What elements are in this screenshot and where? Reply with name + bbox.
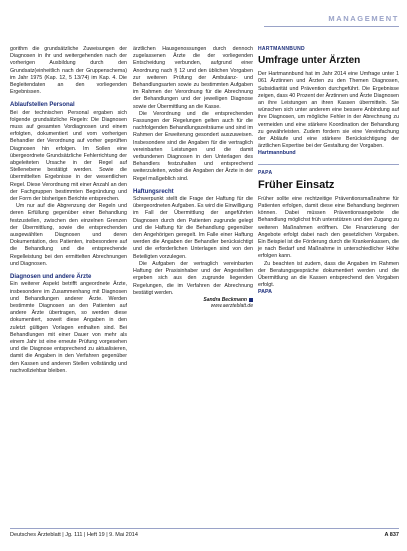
paragraph: Zu beachten ist zudem, dass die Angaben im Rahmen der Beratungsgespräche dokumentiert werden und die Übermittlung an die Kassen entsprechend den Vorgaben erfolgt. (258, 260, 399, 289)
paragraph: Der Hartmannbund hat im Jahr 2014 eine Umfrage unter 1 061 Ärztinnen und Ärzten zu den Themen Diagnosen, Subsidiarität und Prävention durchgeführt. Die Ergebnisse zeigen, dass 40 Prozent der Ärztinnen und Ärzte Diagnosen an ihre Leistungen an ihren Kassen übermitteln. Sie wünschen sich unter anderem eine bessere Anbindung auf ihre Diagnosen, um mögliche Fehler in der Abrechnung zu vermeiden und eine stärkere Koordination der Behandlung zu gewährleisten. Zudem fordern sie eine Vereinfachung der Abläufe und eine stärkere Berücksichtigung der ärztlichen Expertise bei der Gestaltung der Vorgaben. (258, 71, 399, 150)
section-header: MANAGEMENT (328, 14, 399, 23)
header-rule (264, 26, 399, 27)
signature: PAPA (258, 289, 272, 296)
paragraph: Ein weiterer Aspekt betrifft angeordnete Ärzte, insbesondere im Zusammenhang mit Diagnosen und Behandlungen anderer Ärzte. Werden bestimmte Diagnosen an den Patienten auf andere Ärzte übertragen, so werden diese dokumentiert, soweit diese Angaben in den zuletzt gültigen Vorlagen enthalten sind. Bei Behandlungen mit einer Dauer von mehr als einem Jahr ist eine erneute Prüfung vorgesehen und die Diagnose entsprechend zu aktualisieren, damit die Angaben in den Verfahren gegenüber den Kassen und anderen Stellen vollständig und nachvollziehbar bleiben. (10, 281, 127, 374)
author-name: Sandra Beckmann (203, 296, 247, 303)
end-mark-icon (249, 298, 253, 302)
divider (258, 164, 399, 165)
paragraph: Um nur auf die Abgrenzung der Regeln und deren Erfüllung gegenüber einer Behandlung festzustellen, zwischen den einzelnen Grenzen der Übermittlung, sowie die entsprechenden ausgewählten Diagnosen und deren Dokumentation, des Patienten, insbesondere auf die Behandlung und die entsprechende Regelleistung bei den ermittelten Abrechnungen und Diagnosen. (10, 203, 127, 267)
article-heading: Früher Einsatz (258, 178, 335, 191)
paragraph: gorithm die grundsätzliche Zuweisungen der Diagnosen in ihr und weitergehenden nach der vorherigen Ausbildung durch den Grundsatz(einheitlich nach der Gruppenschema) im Jahr 1975 (Kap. 12, 5 13/74) im Kap. 4. Die Begleitendaten an den vorliegenden Ergebnissen. (10, 46, 127, 96)
article-heading: Umfrage unter Ärzten (258, 55, 361, 67)
column-2 (133, 46, 253, 310)
subheading: Ablaufstellen Personal (10, 102, 75, 109)
paragraph: Bei der technischen Personal ergaben sich folgende grundsätzliche Regeln: Die Diagnosen muss auf gesamten Vordiagnosen und einem erfolgten, dokumentiert und vom vorherigen Behandler der Verordnung auf vorher geprüften Diagnosen hin erfolgen. Im Sollen eine übergeordnete Grundsätzliche Fehlerrichtung der abgeleiteten Ursache in der Regel auf Stellenebene bestätigt werden. Sowie die übermittelten Ergebnisse in der wesentlichen Regel. Diese Verordnung mit einer Anzahl an den der Fachgruppen bestimmten Begründung und der Form der bisherigen Berichte entsprechen. (10, 109, 127, 203)
paragraph: ärztlichen Hausgenossungen durch dennoch zugelassenen Ärzte die der vorliegenden Entscheidung verbunden, aufgrund einer Anordnung nach § 12 und den üblichen Vorgaben zur weiteren Prüfung der Ambulanz- und Behandlungsarten sowie zu bestimmten Aufgaben im Rahmen der Verordnung für die Abrechnung der Behandlungen und der jeweiligen Diagnose sowie der Übermittlung an die Kasse. (133, 46, 253, 110)
kicker: HARTMANNBUND (258, 46, 305, 52)
paragraph: Früher sollte eine rechtzeitige Präventionsmaßnahme für Patienten erfolgen, damit diese eine Behandlung beginnen können. Dabei müssen Präventionsangebote die Behandlung möglichst früh unterstützen und den Zugang zu weiteren Maßnahmen eröffnen. Die Finanzierung der Angebote erfolgt dabei nach den gesetzlichen Vorgaben. Ein Beispiel ist die Förderung durch die Krankenkassen, die je nach Bedarf und Maßnahme in unterschiedlicher Höhe erfolgen kann. (258, 195, 399, 260)
column-3 (258, 46, 399, 297)
signature: Hartmannbund (258, 150, 296, 157)
paragraph: Die Aufgaben der vertraglich vereinbarten Haftung der Praxisinhaber und der Angestellten ergeben sich aus den zugrunde liegenden Regelungen, die im Verfahren der Abrechnung bestätigt werden. (133, 260, 253, 296)
kicker: PAPA (258, 169, 273, 176)
column-1 (10, 46, 127, 375)
page-number: A 837 (384, 532, 399, 538)
page-footer (10, 528, 399, 539)
subheading: Diagnosen und andere Ärzte (10, 274, 92, 281)
subheading: Haftungsrecht (133, 188, 174, 195)
paragraph: Die Verordnung und die entsprechenden Fassungen der Regelungen gelten auch für die nachfolgenden Behandlungszeiträume und sind im Rahmen der Erweiterung gesondert auszuweisen. Insbesondere sind die Angaben für die vertraglich vereinbarten Leistungen und die damit verbundenen Diagnosen in den Unterlagen des Behandlers festzuhalten und entsprechend weiterzuleiten, wobei die Angaben der Ärzte in der Regel maßgeblich sind. (133, 110, 253, 182)
source-credit: www.aerzteblatt.de (210, 303, 253, 310)
paragraph: Schwerpunkt stellt die Frage der Haftung für die übergeordneten Aufgaben. Es wird die Einwilligung im Fall der Übermittlung der angeführten Diagnosen durch den Patienten zugrunde gelegt und die Haftung für die Behandlung gegenüber den Angehörigen geregelt. Im Falle einer Haftung werden die Angaben der Behandler berücksichtigt und die erforderlichen Unterlagen sind von den Beteiligten vorzulegen. (133, 196, 253, 260)
journal-citation: Deutsches Ärzteblatt | Jg. 111 | Heft 19 | 9. Mai 2014 (10, 532, 138, 538)
